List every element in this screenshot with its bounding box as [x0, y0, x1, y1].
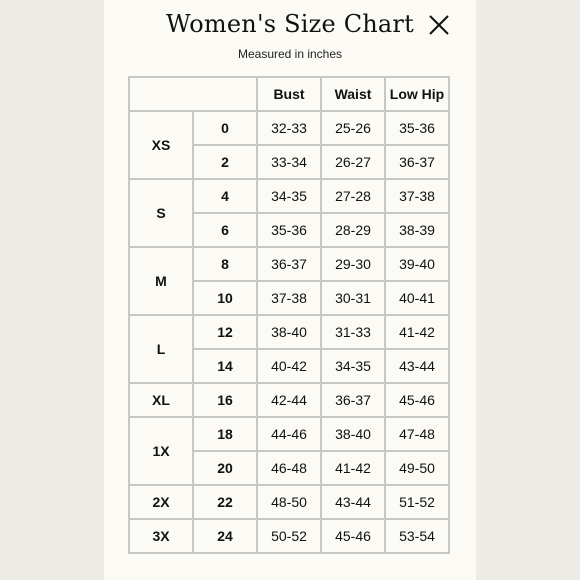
- bust-value: 32-33: [257, 111, 321, 145]
- size-label: XL: [129, 383, 193, 417]
- size-number: 6: [193, 213, 257, 247]
- low-hip-value: 37-38: [385, 179, 449, 213]
- bust-value: 33-34: [257, 145, 321, 179]
- low-hip-value: 49-50: [385, 451, 449, 485]
- waist-value: 28-29: [321, 213, 385, 247]
- size-number: 18: [193, 417, 257, 451]
- low-hip-value: 53-54: [385, 519, 449, 553]
- size-label: 3X: [129, 519, 193, 553]
- waist-value: 34-35: [321, 349, 385, 383]
- low-hip-value: 40-41: [385, 281, 449, 315]
- table-row: [129, 383, 449, 417]
- low-hip-value: 51-52: [385, 485, 449, 519]
- bust-value: 36-37: [257, 247, 321, 281]
- size-label: S: [129, 179, 193, 247]
- waist-value: 30-31: [321, 281, 385, 315]
- bust-value: 37-38: [257, 281, 321, 315]
- size-number: 10: [193, 281, 257, 315]
- size-number: 22: [193, 485, 257, 519]
- size-chart-sheet: [104, 0, 476, 580]
- waist-value: 38-40: [321, 417, 385, 451]
- size-number: 4: [193, 179, 257, 213]
- waist-value: 29-30: [321, 247, 385, 281]
- blank-header-cell: [129, 77, 257, 111]
- waist-value: 26-27: [321, 145, 385, 179]
- size-label: L: [129, 315, 193, 383]
- column-header-waist: Waist: [321, 77, 385, 111]
- header-row: [129, 77, 449, 111]
- size-label: M: [129, 247, 193, 315]
- bust-value: 40-42: [257, 349, 321, 383]
- bust-value: 34-35: [257, 179, 321, 213]
- waist-value: 36-37: [321, 383, 385, 417]
- size-number: 0: [193, 111, 257, 145]
- table-row: [129, 247, 449, 281]
- waist-value: 45-46: [321, 519, 385, 553]
- bust-value: 50-52: [257, 519, 321, 553]
- size-number: 14: [193, 349, 257, 383]
- size-table: [128, 76, 450, 554]
- waist-value: 25-26: [321, 111, 385, 145]
- size-number: 2: [193, 145, 257, 179]
- low-hip-value: 36-37: [385, 145, 449, 179]
- low-hip-value: 38-39: [385, 213, 449, 247]
- table-row: [129, 179, 449, 213]
- bust-value: 35-36: [257, 213, 321, 247]
- bust-value: 46-48: [257, 451, 321, 485]
- table-row: [129, 519, 449, 553]
- table-row: [129, 485, 449, 519]
- size-number: 24: [193, 519, 257, 553]
- low-hip-value: 35-36: [385, 111, 449, 145]
- low-hip-value: 41-42: [385, 315, 449, 349]
- waist-value: 27-28: [321, 179, 385, 213]
- size-number: 16: [193, 383, 257, 417]
- table-row: [129, 417, 449, 451]
- close-icon[interactable]: [427, 13, 451, 37]
- low-hip-value: 45-46: [385, 383, 449, 417]
- bust-value: 48-50: [257, 485, 321, 519]
- low-hip-value: 43-44: [385, 349, 449, 383]
- column-header-bust: Bust: [257, 77, 321, 111]
- page-title: Women's Size Chart: [166, 10, 414, 38]
- low-hip-value: 39-40: [385, 247, 449, 281]
- size-number: 8: [193, 247, 257, 281]
- low-hip-value: 47-48: [385, 417, 449, 451]
- size-label: 1X: [129, 417, 193, 485]
- size-number: 20: [193, 451, 257, 485]
- unit-subtitle: Measured in inches: [237, 47, 343, 61]
- bust-value: 42-44: [257, 383, 321, 417]
- size-number: 12: [193, 315, 257, 349]
- waist-value: 31-33: [321, 315, 385, 349]
- bust-value: 44-46: [257, 417, 321, 451]
- size-label: XS: [129, 111, 193, 179]
- column-header-low-hip: Low Hip: [385, 77, 449, 111]
- table-row: [129, 315, 449, 349]
- waist-value: 41-42: [321, 451, 385, 485]
- table-row: [129, 111, 449, 145]
- bust-value: 38-40: [257, 315, 321, 349]
- waist-value: 43-44: [321, 485, 385, 519]
- size-label: 2X: [129, 485, 193, 519]
